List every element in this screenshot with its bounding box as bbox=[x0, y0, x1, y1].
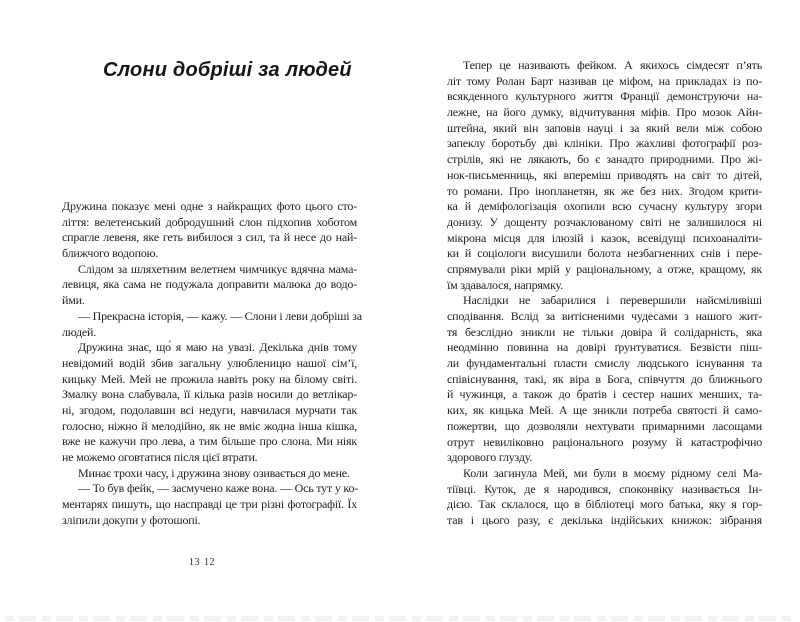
text-line: Слідом за шляхетним велетнем чимчикує вдячна мама- bbox=[78, 261, 357, 276]
text-line: сподівання. Вслід за витісненими чудесами з нашого жит- bbox=[447, 309, 762, 323]
text-line: тав і цього разу, є декілька індійських книжок: зібрання bbox=[447, 512, 762, 527]
right-text-column bbox=[447, 58, 762, 529]
page-right bbox=[400, 0, 800, 622]
text-line: левиця, яка сама не подужала доправити малюка до водо- bbox=[62, 277, 357, 292]
text-line: ближчого водопою. bbox=[62, 246, 159, 261]
text-line: ки й соціологи висушили болота незбагненних снів і пере- bbox=[447, 246, 762, 261]
text-line: й чужинця, а також до братів і сестер наших менших, та- bbox=[447, 387, 762, 402]
left-text-column bbox=[62, 199, 362, 528]
text-line: Тепер це називають фейком. А якихось сімдесят п’ять bbox=[463, 58, 762, 72]
text-line: пожертви, що дозволяли нехтувати примарними ласощами bbox=[447, 418, 762, 433]
text-line: штейна, який він заповів науці і за який вели між собою bbox=[447, 120, 762, 135]
text-line: йми. bbox=[62, 293, 85, 308]
text-line: отрут невиліковно раціонального розуму й катастрофічно bbox=[447, 434, 762, 449]
text-line: не можемо оговтатися після цієї втрати. bbox=[62, 450, 258, 464]
chapter-title: Слони добріші за людей bbox=[103, 59, 352, 81]
text-line: Дружина показує мені одне з найкращих фото цього сто- bbox=[62, 199, 357, 213]
text-line: Змалку вона слабувала, її кілька разів носили до ветлікар- bbox=[62, 387, 357, 402]
text-line: дією. Так склалося, що в бібліотеці мого батька, яку я гор- bbox=[447, 497, 762, 512]
text-line: спрагле левеня, яке геть вибилося з сил, та й несе до най- bbox=[62, 230, 357, 245]
text-line: всякденного культурного життя Франції демонструючи на- bbox=[447, 89, 762, 104]
text-line: нок-письменниць, які впереміш приводять на світ то дітей, bbox=[447, 167, 762, 182]
text-line: співіснування, такі, як віра в Бога, співчуття до ближнього bbox=[447, 371, 762, 386]
text-line: запеклу боротьбу дві клініки. Про жахливі фотографії роз- bbox=[447, 136, 762, 151]
text-line: ли фундаментальні пласти смислу людського існування та bbox=[447, 356, 762, 371]
text-line: їм здавалося, напрямку. bbox=[447, 277, 563, 292]
text-line: голосно, ніжно й мелодійно, як не вміє жодна інша кішка, bbox=[62, 418, 357, 433]
text-line: тя безслідно зникли не тільки довіра й солідарність, яка bbox=[447, 324, 762, 339]
text-line: неодмінно повинна на довірі ґрунтуватися. Безвісти піш- bbox=[447, 340, 762, 355]
text-line: літ тому Ролан Барт називав це міфом, на прикладах із по- bbox=[447, 73, 762, 88]
text-line: Наслідки не забарилися і перевершили найсміливіші bbox=[463, 293, 762, 308]
book-page-edges-texture bbox=[5, 616, 795, 621]
text-line: Коли загинула Мей, ми були в моєму рідному селі Ма- bbox=[463, 465, 762, 480]
text-line: ні, згодом, подолавши всі недуги, навчилася мурчати так bbox=[62, 402, 357, 417]
text-line: — Прекрасна історія, — кажу. — Слони і леви добріші за bbox=[78, 308, 362, 323]
text-line: людей. bbox=[62, 324, 96, 339]
text-line: — То був фейк, — засмучено каже вона. — Ось тут у ко- bbox=[78, 481, 359, 496]
text-line: Минає трохи часу, і дружина знову озивається до мене. bbox=[78, 465, 350, 480]
text-line: вже не кажучи про лева, а тим більше про слона. Ми ніяк bbox=[62, 434, 357, 449]
text-line: стрілів, які не лякають, бо є занадто природними. Про жі- bbox=[447, 152, 762, 167]
text-line: невідомий водій збив загальну улюбленицю нашої сім’ї, bbox=[62, 355, 357, 370]
text-line: мікрона місця для ілюзій і казок, всевідущі психоаналіти- bbox=[447, 230, 762, 245]
text-line: спрямували ріки мрій у раціональному, а отже, кращому, як bbox=[447, 261, 762, 276]
text-line: Дружина знає, що́ я маю на увазі. Декілька днів тому bbox=[78, 340, 357, 355]
text-line: ліття: велетенський добродушний слон підхопив хоботом bbox=[62, 214, 357, 229]
page-number-right: 13 bbox=[189, 557, 200, 568]
text-line: ких, як кицька Мей. А ще зникли потреба святості й само- bbox=[447, 403, 762, 418]
text-line: то романи. Про інопланетян, як же без них. Згодом крити- bbox=[447, 183, 762, 198]
text-line: лежне, на його думку, відчитування міфів. Про мозок Айн- bbox=[447, 105, 762, 120]
text-line: ка й деміфологізація охопили всю сучасну культуру згори bbox=[447, 199, 762, 214]
text-line: донизу. У дощенту розчаклованому світі не залишилося ні bbox=[447, 214, 762, 229]
text-line: тіївці. Куток, де я народився, споконвіку називається Ін- bbox=[447, 481, 762, 496]
page-number-left: 12 bbox=[204, 557, 215, 568]
text-line: зліпили докупи у фотошопі. bbox=[62, 512, 201, 527]
text-line: кицьку Мей. Мей не прожила навіть року на білому світі. bbox=[62, 371, 357, 386]
text-line: здорового глузду. bbox=[447, 450, 533, 465]
text-line: ментарях пишуть, що насправді це три різні фотографії. Їх bbox=[62, 497, 357, 512]
